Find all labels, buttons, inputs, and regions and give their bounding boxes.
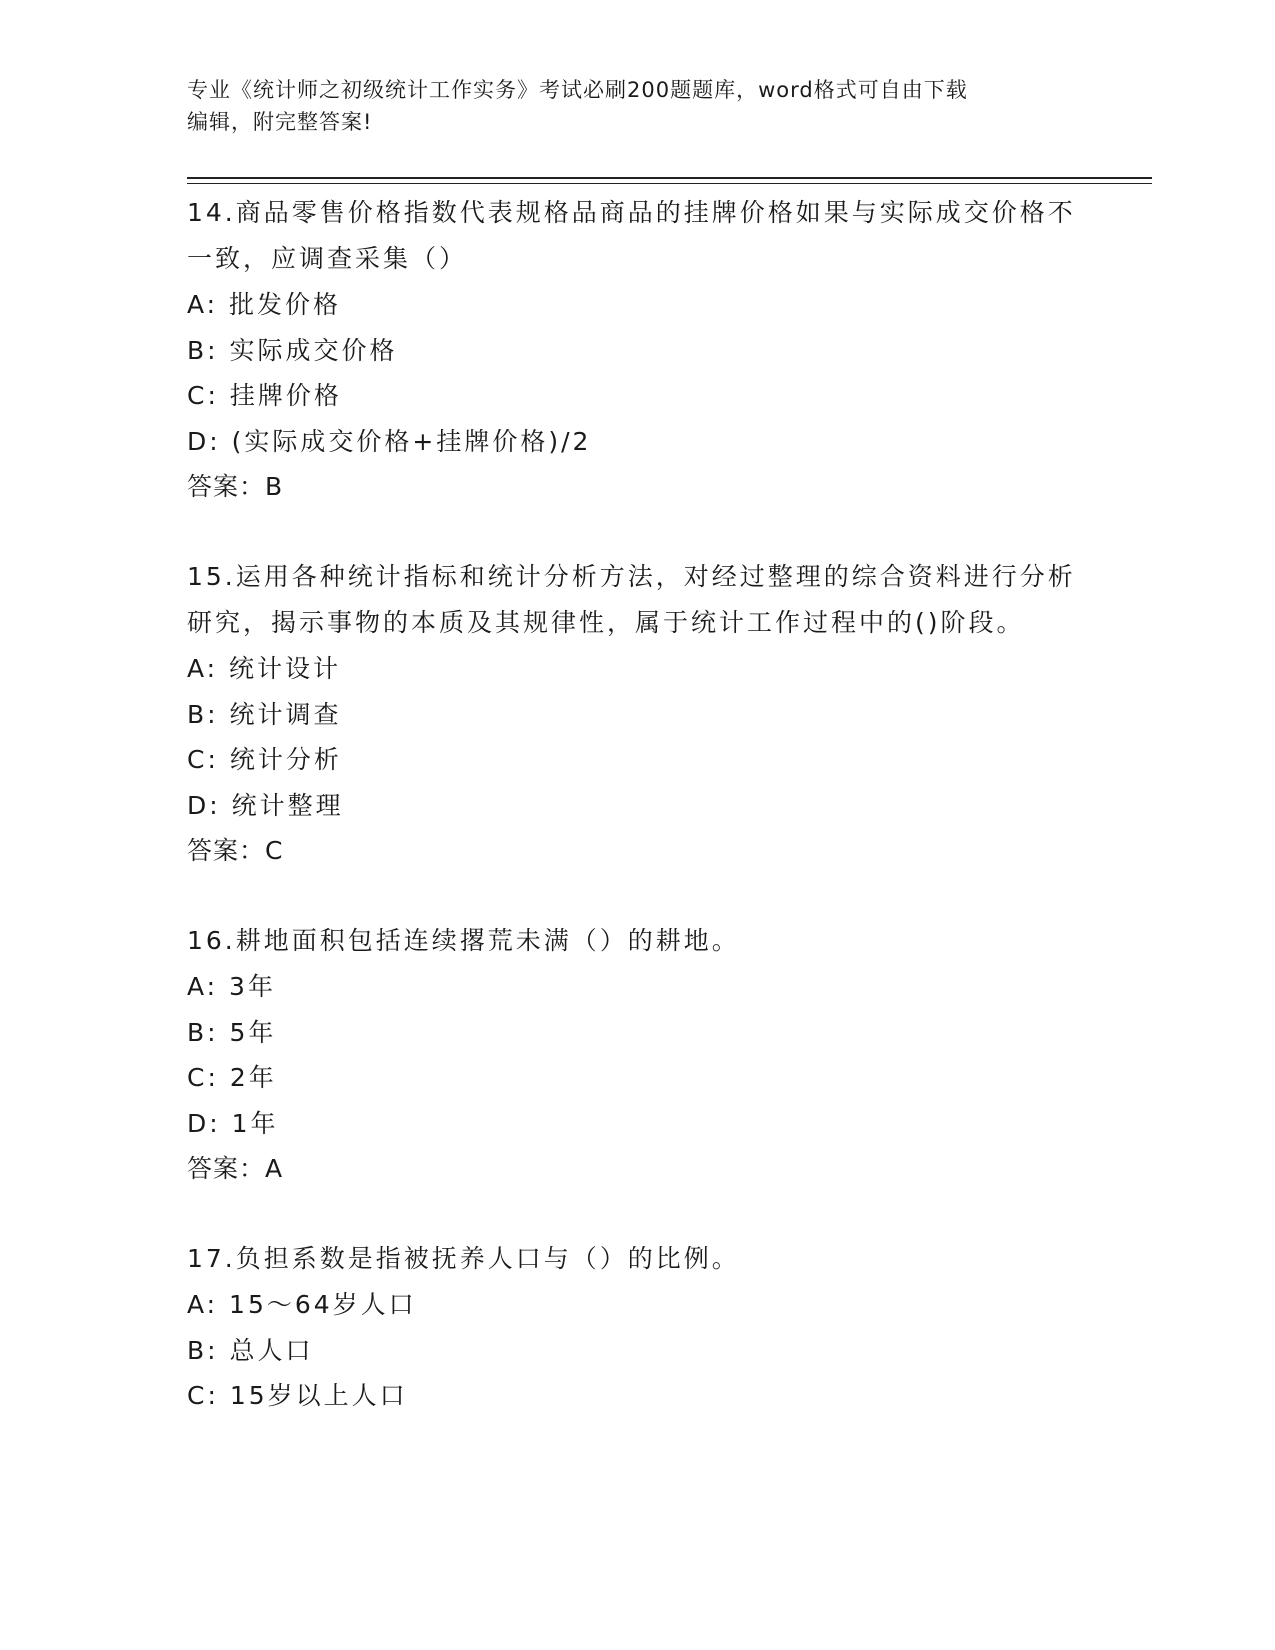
answer: 答案：C [187,836,284,865]
document-header [187,74,1067,138]
answer: 答案：B [187,472,284,501]
question-spacer [187,1192,1087,1236]
question-16 [187,918,1087,1192]
question-text: 17.负担系数是指被抚养人口与（）的比例。 [187,1244,740,1273]
option-d: D: 统计整理 [187,790,344,820]
question-text: 15.运用各种统计指标和统计分析方法，对经过整理的综合资料进行分析研究，揭示事物的本质及其规律性，属于统计工作过程中的()阶段。 [187,562,1076,637]
option-b: B: 5年 [187,1017,277,1047]
option-b: B: 总人口 [187,1335,314,1365]
question-spacer [187,510,1087,554]
question-17 [187,1236,1087,1419]
header-line-1: 专业《统计师之初级统计工作实务》考试必刷200题题库，word格式可自由下载 [187,78,968,102]
option-c: C: 2年 [187,1063,277,1092]
option-a: A: 统计设计 [187,654,342,683]
header-line-2: 编辑，附完整答案! [187,110,373,134]
question-spacer [187,874,1087,918]
option-b: B: 实际成交价格 [187,335,398,365]
option-a: A: 15～64岁人口 [187,1290,417,1319]
option-c: C: 15岁以上人口 [187,1381,408,1410]
option-a: A: 3年 [187,972,276,1001]
option-d: D: 1年 [187,1108,279,1138]
option-c: C: 统计分析 [187,745,342,774]
question-15 [187,554,1087,874]
option-c: C: 挂牌价格 [187,381,342,410]
option-d: D: (实际成交价格+挂牌价格)/2 [187,426,592,456]
question-text: 16.耕地面积包括连续撂荒未满（）的耕地。 [187,926,740,955]
header-divider-thick [187,177,1152,179]
header-divider-thin [187,183,1152,184]
question-text: 14.商品零售价格指数代表规格品商品的挂牌价格如果与实际成交价格不一致，应调查采集（） [187,198,1076,273]
question-14 [187,190,1087,510]
option-a: A: 批发价格 [187,290,342,319]
answer: 答案：A [187,1154,284,1183]
question-list [187,190,1087,1419]
option-b: B: 统计调查 [187,699,342,729]
